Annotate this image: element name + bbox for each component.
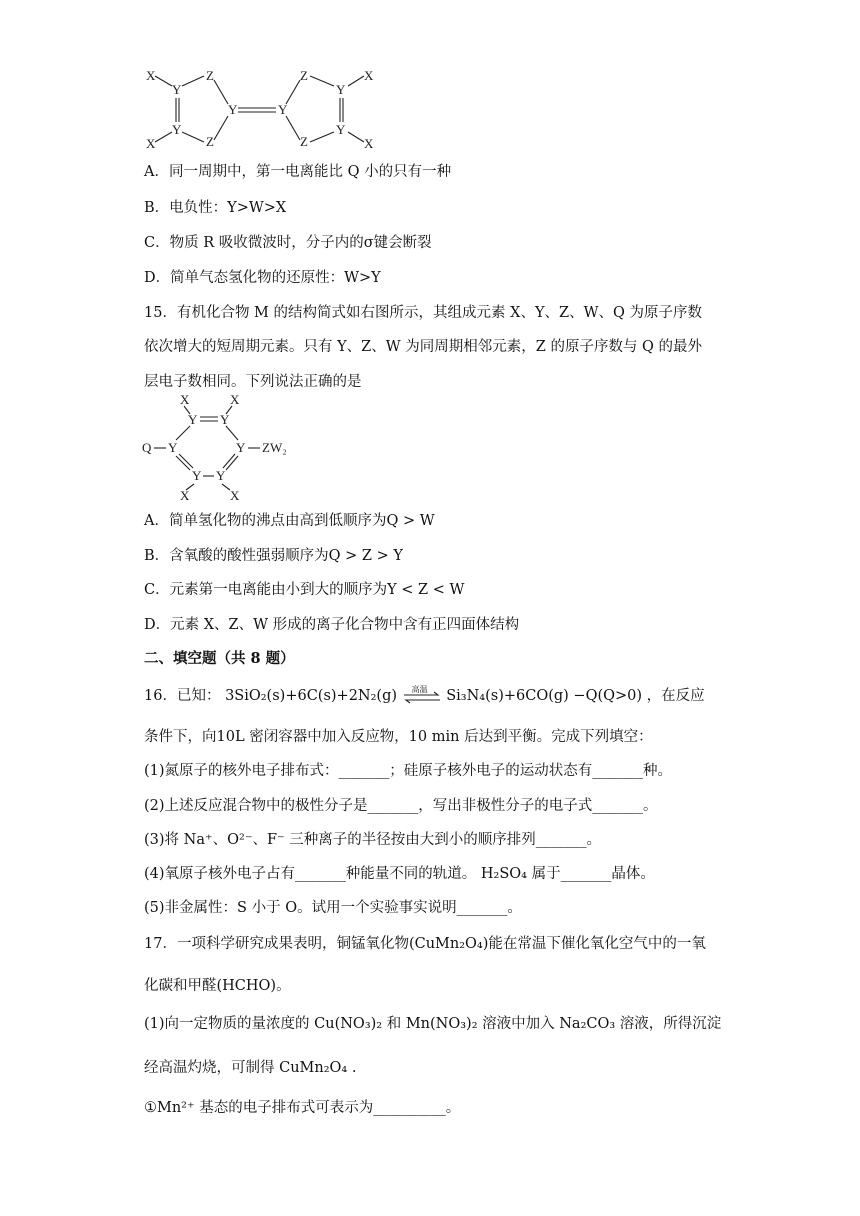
q16-tail: ，在反应 [646, 688, 705, 704]
atom: Y [228, 102, 238, 117]
atom: Y [216, 468, 226, 483]
equilibrium-arrow [402, 685, 442, 704]
atom: X [364, 136, 374, 151]
atom: X [146, 68, 156, 83]
q16-number: 16．已知： [144, 688, 221, 704]
atom: Q [142, 440, 152, 455]
atom: Y [220, 412, 230, 427]
atom: Z [300, 134, 308, 149]
q16-item: (4)氧原子核外电子占有_______种能量不同的轨道。 H₂SO₄ 属于_______晶体。 [144, 866, 655, 882]
q17-line1: 17．一项科学研究成果表明，铜锰氧化物(CuMn₂O₄)能在常温下催化氧化空气中的一氧 [144, 936, 706, 952]
atom: ZW₂ [262, 440, 287, 455]
q16-equation-right: Si₃N₄(s)+6CO(g) −Q(Q>0) [446, 688, 643, 704]
q15-option-c: C．元素第一电离能由小到大的顺序为Y < Z < W [144, 582, 465, 598]
atom: X [230, 488, 240, 503]
q16-line2: 条件下，向10L 密闭容器中加入反应物，10 min 后达到平衡。完成下列填空： [144, 729, 653, 745]
q16-item: (5)非金属性：S 小于 O。试用一个实验事实说明_______。 [144, 900, 522, 916]
q17-part1-line1: (1)向一定物质的量浓度的 Cu(NO₃)₂ 和 Mn(NO₃)₂ 溶液中加入 Na₂CO₃ 溶液，所得沉淀 [144, 1016, 722, 1032]
q15-option-d: D．元素 X、Z、W 形成的离子化合物中含有正四面体结构 [144, 617, 520, 633]
q17-part1-line2: 经高温灼烧，可制得 CuMn₂O₄ . [144, 1060, 357, 1076]
atom: Y [168, 440, 178, 455]
atom: Y [192, 468, 202, 483]
atom: Y [336, 122, 346, 137]
atom: X [180, 392, 190, 407]
atom: Z [206, 134, 214, 149]
q15-stem-line: 15．有机化合物 M 的结构简式如右图所示，其组成元素 X、Y、Z、W、Q 为原子序数 [144, 305, 702, 321]
q16-item: (2)上述反应混合物中的极性分子是_______，写出非极性分子的电子式_______。 [144, 798, 658, 814]
atom: Y [278, 102, 288, 117]
atom: Y [336, 82, 346, 97]
q14-option-d: D．简单气态氢化物的还原性：W>Y [144, 270, 381, 286]
q14-option-b: B．电负性：Y>W>X [144, 200, 287, 216]
q17-sub1: ①Mn²⁺ 基态的电子排布式可表示为__________。 [144, 1100, 461, 1116]
q16-equation-left: 3SiO₂(s)+6C(s)+2N₂(g) [225, 688, 398, 704]
structure-diagram-1 [140, 64, 390, 154]
q15-option-a: A．简单氢化物的沸点由高到低顺序为Q > W [144, 513, 435, 529]
atom: Y [172, 82, 182, 97]
q14-option-a: A．同一周期中，第一电离能比 Q 小的只有一种 [144, 164, 452, 180]
arrow-label: 高温 [411, 685, 428, 694]
structure-diagram-2 [140, 392, 300, 504]
atom: Z [300, 68, 308, 83]
q15-stem-line: 依次增大的短周期元素。只有 Y、Z、W 为同周期相邻元素，Z 的原子序数与 Q 的最外 [144, 339, 703, 355]
q14-option-c: C．物质 R 吸收微波时，分子内的σ键会断裂 [144, 235, 432, 251]
atom: Y [172, 122, 182, 137]
atom: X [146, 136, 156, 151]
atom: Z [206, 68, 214, 83]
atom: X [364, 68, 374, 83]
q17-line2: 化碳和甲醛(HCHO)。 [144, 978, 291, 994]
atom: X [230, 392, 240, 407]
q16-item: (3)将 Na⁺、O²⁻、F⁻ 三种离子的半径按由大到小的顺序排列_______。 [144, 832, 602, 848]
atom: Y [188, 412, 198, 427]
q16-item: (1)氮原子的核外电子排布式：_______；硅原子核外电子的运动状态有_______种。 [144, 763, 673, 779]
section-heading: 二、填空题（共 8 题） [144, 650, 295, 667]
q16-equation-line [144, 686, 705, 706]
atom: X [180, 488, 190, 503]
q15-option-b: B．含氧酸的酸性强弱顺序为Q > Z > Y [144, 548, 403, 564]
q15-stem-line: 层电子数相同。下列说法正确的是 [144, 374, 362, 390]
atom: Y [236, 440, 246, 455]
